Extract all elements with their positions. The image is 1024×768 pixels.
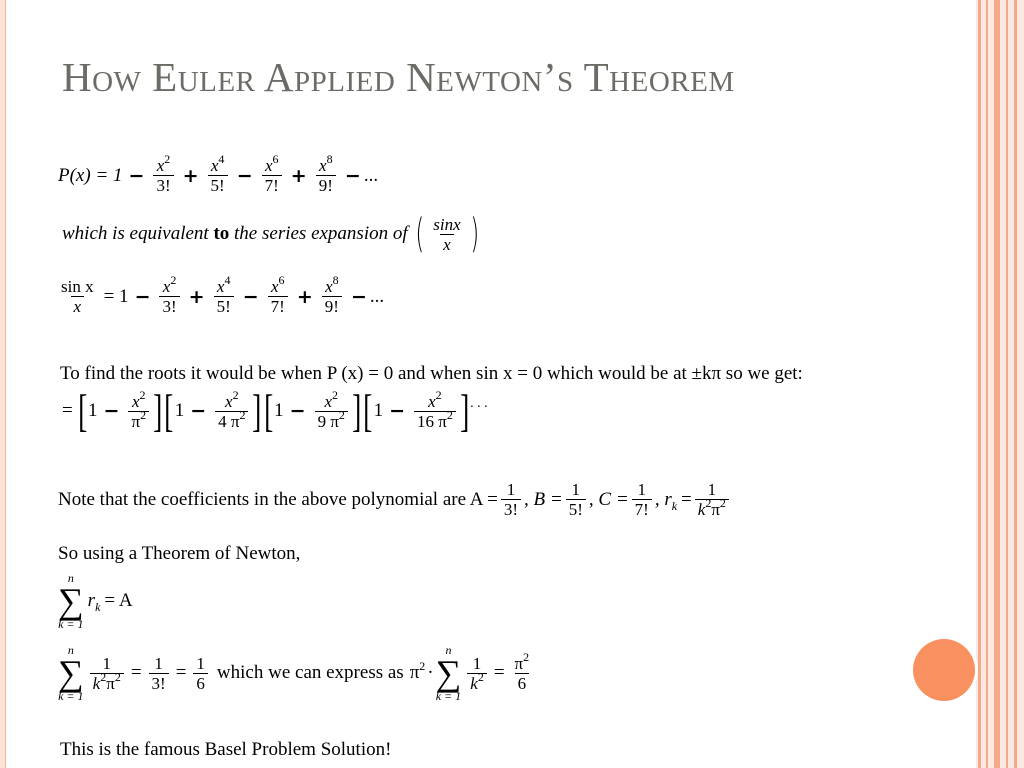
product-equals: = — [62, 400, 73, 421]
stripe — [994, 0, 1000, 768]
sum1-term: $r_k$ — [87, 590, 101, 614]
eq1-term1: $\frac{x^2}{3!}$ — [153, 156, 173, 195]
left-paren: ( — [415, 211, 424, 257]
right-bracket: ] — [351, 385, 362, 436]
one: 1 — [174, 400, 185, 421]
slide-title: How Euler Applied Newton’s Theorem — [62, 54, 735, 100]
text-to: to — [213, 223, 230, 244]
coef-r: $\frac{1}{k^2\pi^2}$ — [695, 480, 729, 519]
equals: = — [175, 662, 187, 683]
one: 1 — [274, 400, 284, 421]
plus-sign: + — [296, 285, 313, 308]
decorative-circle — [913, 639, 975, 701]
equation-p-series — [58, 152, 379, 195]
minus-sign: − — [389, 400, 405, 422]
newton-text: So using a Theorem of Newton, — [58, 543, 301, 564]
sum-rk-equals-a — [58, 572, 133, 630]
left-bracket: [ — [363, 385, 373, 436]
minus-sign: − — [128, 164, 145, 187]
basel-derivation — [58, 644, 535, 702]
product-expression — [62, 385, 488, 436]
stripe — [1014, 0, 1017, 768]
sinx-over-x: $\frac{\sin x}{x}$ — [433, 214, 461, 254]
eq1-lhs: P(x) = 1 — [58, 164, 123, 186]
plus-sign: + — [182, 164, 199, 187]
right-paren: ) — [470, 211, 479, 257]
coef-c: $\frac{1}{7!}$ — [632, 480, 652, 519]
minus-sign: − — [350, 285, 367, 308]
eq2-term2: $\frac{x^4}{5!}$ — [214, 277, 234, 316]
eq2-ellipsis: ... — [369, 285, 385, 307]
minus-sign: − — [289, 400, 306, 422]
eq2-term4: $\frac{x^8}{9!}$ — [322, 277, 342, 316]
one: 1 — [88, 400, 98, 421]
roots-text: To find the roots it would be when P (x) = 0 and when sin x = 0 which would be at ±kπ so we get: — [60, 363, 803, 384]
summation-3: n ∑ k = 1 — [435, 643, 462, 703]
eq2-term3: $\frac{x^6}{7!}$ — [268, 277, 288, 316]
coef-a: $\frac{1}{3!}$ — [501, 480, 521, 519]
basel-text: This is the famous Basel Problem Solution! — [60, 739, 392, 760]
equation-sinx-series — [58, 273, 385, 316]
stripe — [1006, 0, 1008, 768]
product-factor-4: $\frac{x^2}{16 \pi^2}$ — [414, 392, 456, 431]
equals: = — [130, 662, 142, 683]
plus-sign: + — [188, 285, 205, 308]
summation-2: n ∑ k = 1 — [58, 643, 84, 703]
minus-sign: − — [190, 400, 207, 422]
plus-sign: + — [290, 164, 307, 187]
eq1-term3: $\frac{x^6}{7!}$ — [262, 156, 282, 195]
coef-r-label: , $r_k$ — [654, 488, 678, 513]
summation-1: n ∑ k = 1 — [58, 571, 84, 631]
eq1-ellipsis: ... — [363, 164, 379, 186]
decorative-stripes — [976, 0, 1024, 768]
product-factor-1: $\frac{x^2}{\pi^2}$ — [128, 392, 149, 431]
pi-squared-over-6: $\frac{\pi^2}{6}$ — [514, 649, 530, 693]
pi-squared: $\pi^2$ — [409, 659, 426, 683]
eq2-term1: $\frac{x^2}{3!}$ — [159, 277, 179, 316]
express-text: which we can express as — [216, 662, 404, 683]
minus-sign: − — [344, 164, 361, 187]
coef-b-label: , B = — [524, 488, 563, 510]
left-bracket: [ — [164, 385, 174, 436]
minus-sign: − — [103, 400, 120, 422]
slide-content — [58, 150, 898, 768]
coef-c-label: , C = — [588, 488, 629, 510]
equals: = — [493, 662, 505, 683]
minus-sign: − — [236, 164, 253, 187]
one: 1 — [373, 400, 384, 421]
product-factor-3: $\frac{x^2}{9 \pi^2}$ — [315, 392, 348, 431]
coef-b: $\frac{1}{5!}$ — [566, 480, 586, 519]
left-bracket: [ — [263, 385, 274, 436]
minus-sign: − — [242, 285, 259, 308]
stripe — [986, 0, 988, 768]
right-bracket: ] — [459, 385, 470, 436]
one-over-k-squared: $\frac{1}{k^2}$ — [467, 654, 487, 693]
eq2-lhs: $\frac{\text{sin x}}{x}$ — [61, 277, 94, 316]
eq1-term2: $\frac{x^4}{5!}$ — [208, 156, 228, 195]
coef-r-equals: = — [681, 488, 692, 510]
frac-one-sixth: $\frac{1}{6}$ — [193, 654, 208, 693]
left-bracket: [ — [77, 385, 87, 436]
right-bracket: ] — [252, 385, 262, 436]
sum2-term: $\frac{1}{k^2\pi^2}$ — [90, 654, 124, 693]
coefficients-note — [58, 480, 732, 519]
eq1-term4: $\frac{x^8}{9!}$ — [316, 156, 336, 195]
product-ellipsis: . . . — [470, 396, 488, 411]
dot-operator: · — [427, 662, 434, 683]
minus-sign: − — [134, 285, 151, 308]
equivalence-text — [62, 211, 482, 257]
eq2-equals-one: = 1 — [103, 285, 129, 307]
right-bracket: ] — [153, 385, 163, 436]
frac-one-over-3fact: $\frac{1}{3!}$ — [149, 654, 169, 693]
text-equivalent: which is equivalent — [62, 223, 214, 244]
sum1-rhs: = A — [104, 590, 133, 611]
product-factor-2: $\frac{x^2}{4 \pi^2}$ — [215, 392, 248, 431]
note-text: Note that the coefficients in the above polynomial are A = — [58, 488, 498, 510]
left-border — [0, 0, 6, 768]
stripe — [978, 0, 981, 768]
text-series-expansion: the series expansion of — [229, 223, 408, 244]
